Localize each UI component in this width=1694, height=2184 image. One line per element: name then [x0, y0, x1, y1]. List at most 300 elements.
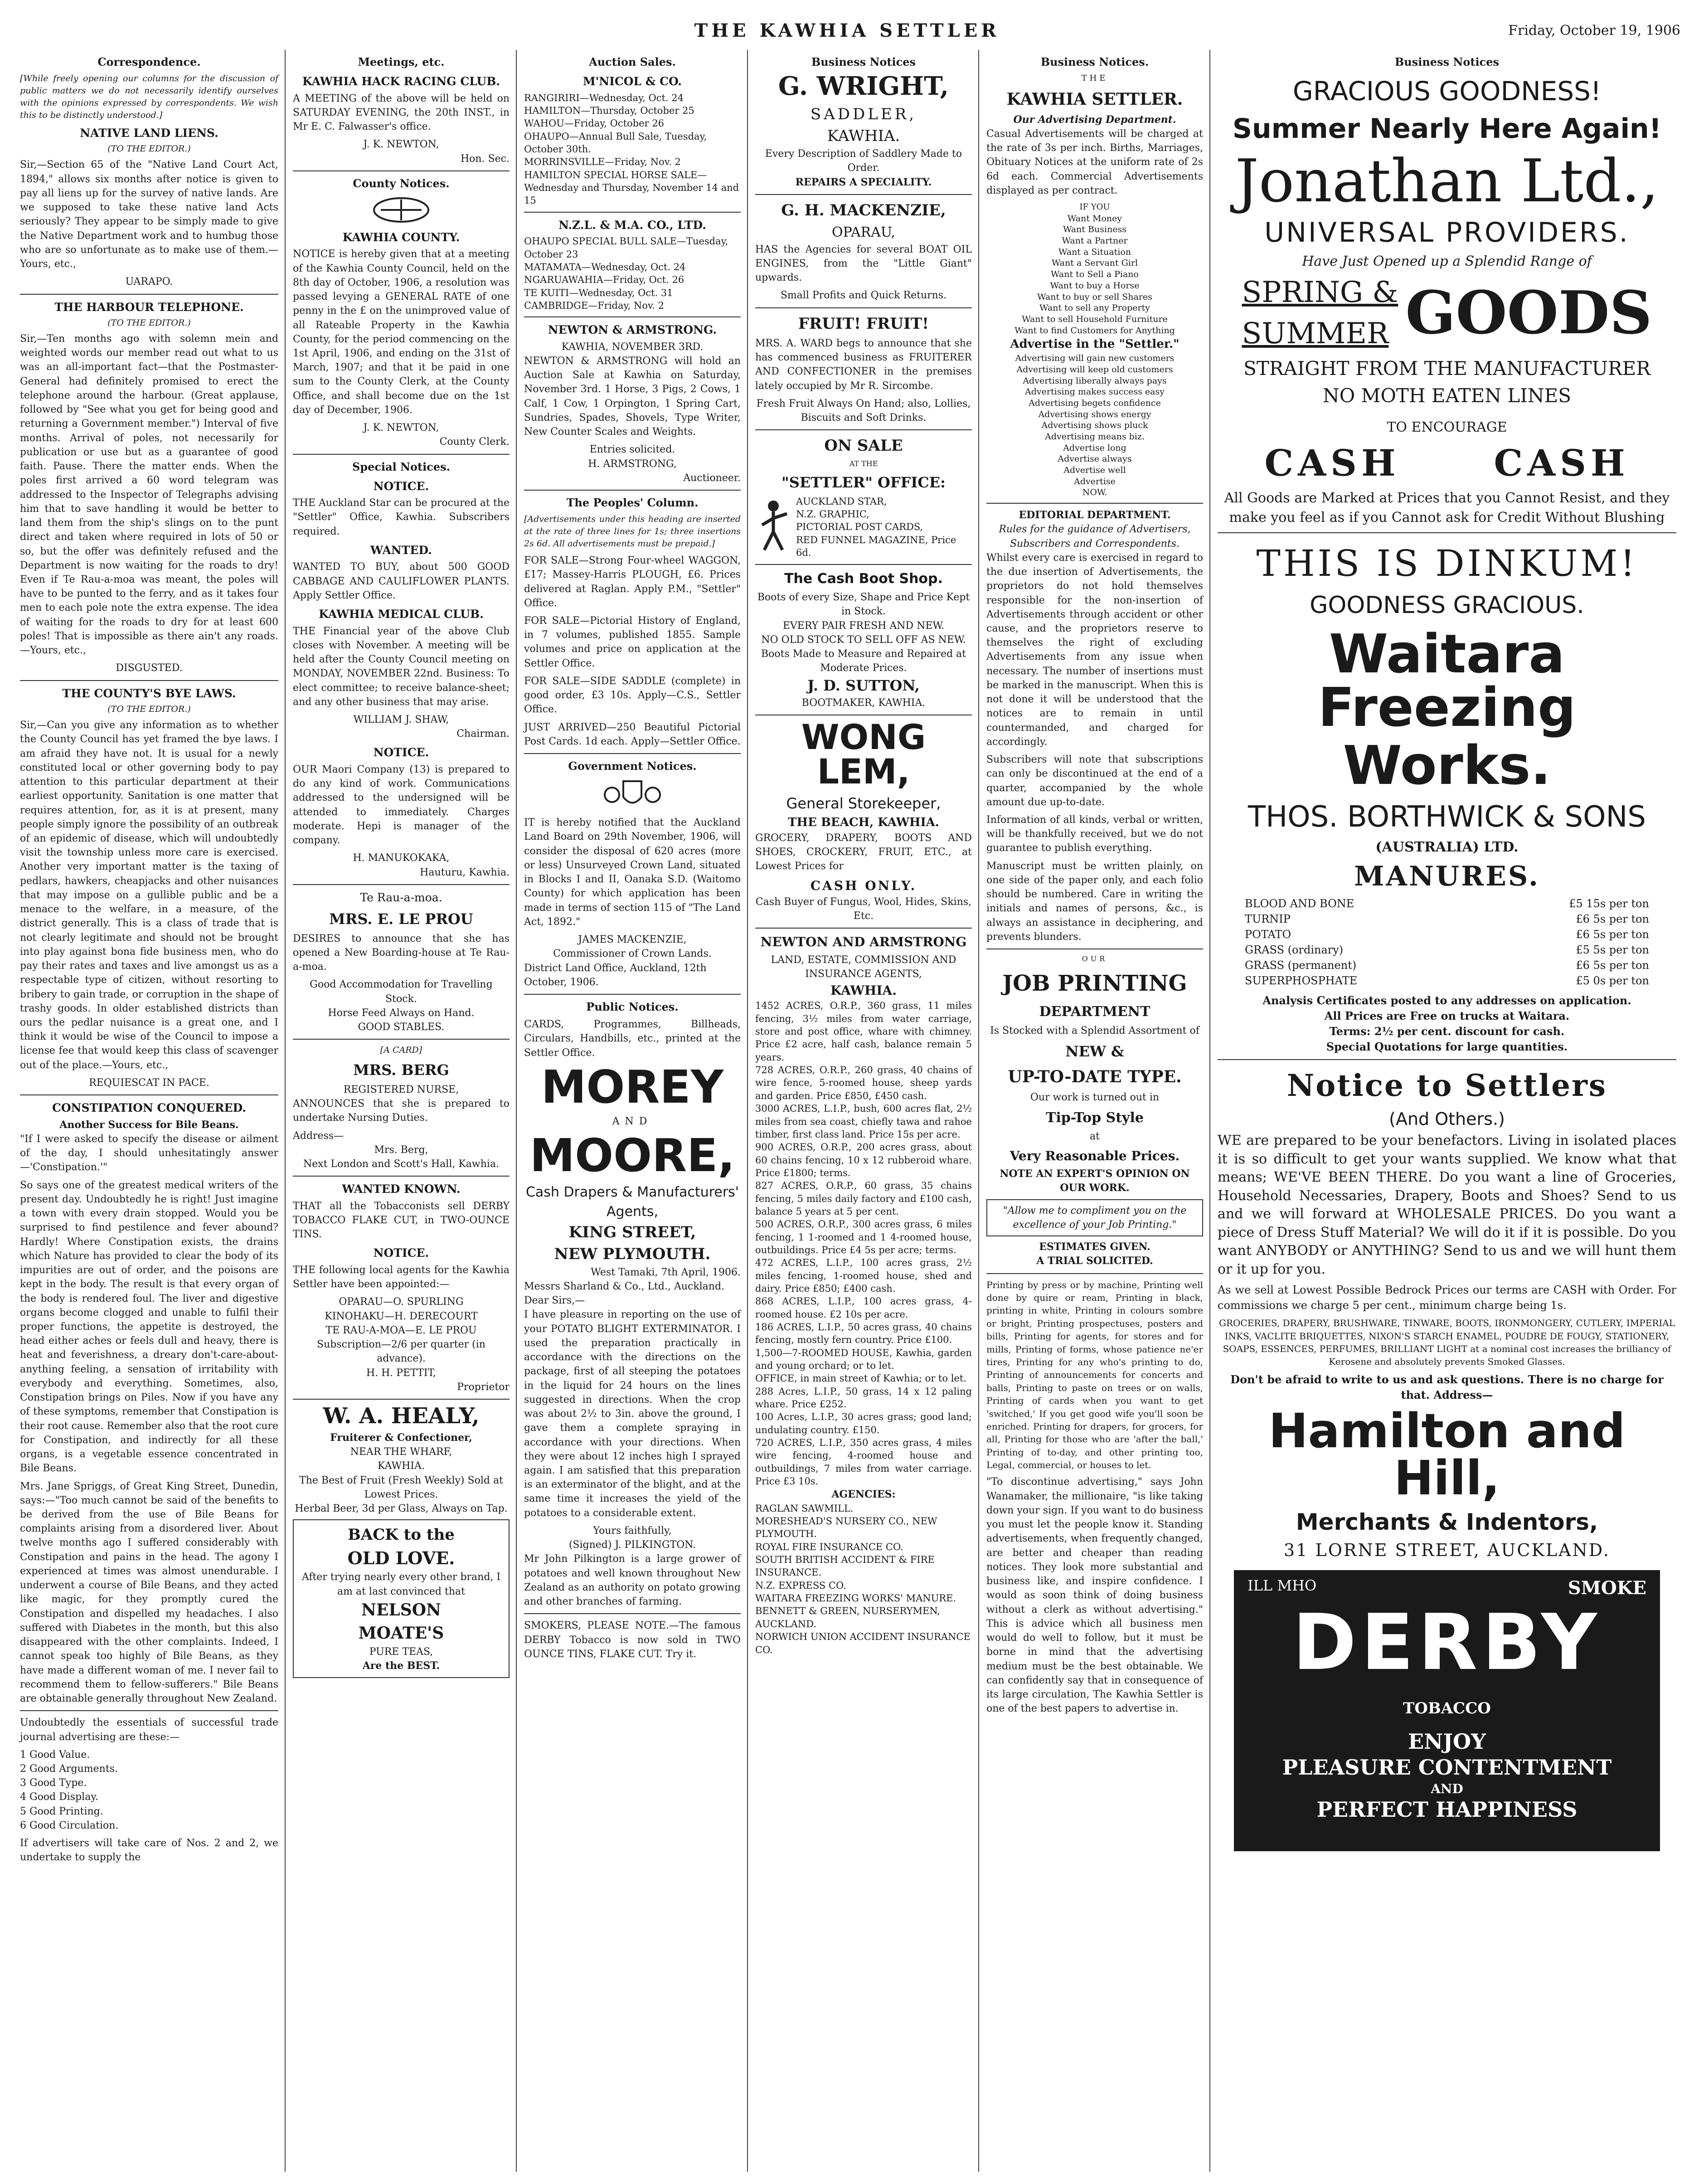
notice-signature-title: Chairman.	[456, 728, 510, 740]
divider	[1218, 1059, 1676, 1060]
letter-signature: (Signed) J. PILKINGTON.	[568, 1539, 696, 1551]
ad-line: Fresh Fruit Always On Hand; also, Lollies, Biscuits and Soft Drinks.	[756, 398, 971, 424]
derby-tag: ILL MHO	[1247, 1576, 1317, 1594]
column-business-notices	[749, 50, 979, 2172]
letter-to: (TO THE EDITOR.)	[107, 704, 191, 715]
divider	[755, 429, 972, 430]
agencies-heading: AGENCIES:	[831, 1488, 896, 1501]
manure-price: £5 15s per ton	[1569, 897, 1649, 910]
ad-body: GROCERY, DRAPERY, BOOTS AND SHOES, CROCKERY, FRUIT, ETC., at Lowest Prices for	[755, 832, 972, 872]
letter-signature: DISGUSTED.	[116, 662, 183, 674]
divider	[293, 884, 510, 885]
section-heading: Special Notices.	[352, 460, 451, 473]
notice-title: WANTED KNOWN.	[342, 1182, 461, 1196]
divider	[755, 564, 972, 565]
agent-line: OPARAU—O. SPURLING	[339, 1296, 464, 1308]
wants-list	[986, 213, 1203, 336]
agency-line: NORWICH UNION ACCIDENT INSURANCE CO.	[755, 1631, 971, 1655]
agency-line: ROYAL FIRE INSURANCE CO.	[755, 1541, 903, 1552]
benefit-line: Advertise well	[1063, 465, 1126, 476]
tea-headline: OLD LOVE.	[347, 1547, 455, 1568]
address-line: Mrs. Berg,	[374, 1144, 428, 1156]
letter-signature: UARAPO.	[125, 276, 173, 288]
sale-item: AUCKLAND STAR,	[796, 496, 887, 507]
ad-body: As we sell at Lowest Possible Bedrock Prices our terms are CASH with Order. For commissions we charge 5 per cent., minimum charge being 1s.	[1218, 1284, 1676, 1312]
essentials-list	[20, 1748, 278, 1833]
benefit-line: Advertise always	[1058, 454, 1132, 464]
trial-line: A TRIAL SOLICITED.	[1036, 1255, 1153, 1267]
sale-date: KAWHIA, NOVEMBER 3RD.	[561, 341, 704, 353]
auctioneer-name: NEWTON & ARMSTRONG.	[548, 323, 717, 337]
property-listing: 500 ACRES, O.R.P., 300 acres grass, 6 miles fencing, 1 1-roomed and 1 4-roomed house, outbuildings. Price £4 5s per acre; terms.	[755, 1219, 972, 1255]
letter-to: (TO THE EDITOR.)	[107, 318, 191, 328]
rules-paragraph: Whilst every care is exercised in regard to the due insertion of Advertisements, the proprietors do not hold themselves responsible for the non-insertion of Advertisements through accident or other cause, and the proprietors reserve to themselves the right of excluding Advertisements from any issue when necessary. The number of insertions must be marked in the manuscript. When this is not done it will be understood that the notices are to remain in until countermanded, and charged for accordingly.	[986, 552, 1203, 748]
notice-signature: J. K. NEWTON,	[363, 422, 439, 434]
notice-body: WANTED TO BUY, about 500 GOOD CABBAGE AND CAULIFLOWER PLANTS. Apply Settler Office.	[293, 561, 510, 601]
ad-line: NO OLD STOCK TO SELL OFF AS NEW.	[761, 634, 966, 646]
column-rates: [Advertisements under this heading are inserted at the rate of three lines for 1s; three insertions 2s 6d. All advertisements must be prepaid.]	[524, 514, 741, 549]
benefit-line: Advertising means biz.	[1045, 431, 1145, 442]
derby-slogan-line: AND	[1431, 1781, 1463, 1796]
advertiser-title: Fruiterer & Confectioner,	[330, 1431, 472, 1444]
divider	[293, 1399, 510, 1400]
agency-line: SOUTH BRITISH ACCIDENT & FIRE INSURANCE.	[755, 1554, 935, 1578]
section-heading: Public Notices.	[586, 1000, 679, 1013]
ad-headline: Notice to Settlers	[1286, 1068, 1607, 1104]
tea-copy: PURE TEAS,	[369, 1646, 433, 1658]
testimonial-note: Mr John Pilkington is a large grower of potatoes and well known throughout New Zealand as an authority on potato growing and other branches of farming.	[524, 1553, 741, 1608]
ad-line: REPAIRS A SPECIALITY.	[795, 176, 932, 188]
ad-line: GOOD STABLES.	[358, 1021, 445, 1033]
property-listings	[755, 999, 972, 1488]
sale-item: N.Z. GRAPHIC,	[796, 509, 869, 520]
advertiser-trade: SADDLER,	[810, 105, 917, 123]
ad-line: Special Quotations for large quantities.	[1326, 1040, 1568, 1054]
department-heading: Our Advertising Department.	[1013, 113, 1176, 126]
derby-slogan-line: ENJOY	[1408, 1729, 1486, 1754]
advertiser-title: REGISTERED NURSE,	[343, 1084, 459, 1095]
rates-text: Casual Advertisements will be charged at the rate of 3s per inch. Births, Marriages, Obituary Notices at the uniform rate of 2s 6d each. Commercial Advertisements displayed as per contract.	[986, 128, 1203, 196]
advertising-intro: Undoubtedly the essentials of successful trade journal advertising are these:—	[20, 1717, 278, 1743]
sale-entries: Entries solicited.	[589, 444, 675, 456]
ad-line: Cash Buyer of Fungus, Wool, Hides, Skins, Etc.	[755, 896, 972, 922]
ad-line: Small Profits and Quick Returns.	[780, 290, 947, 302]
manure-price: £6 5s per ton	[1576, 959, 1649, 972]
divider	[293, 1176, 510, 1177]
advertiser-name: G. WRIGHT,	[778, 71, 949, 102]
list-item: 4 Good Display.	[20, 1791, 98, 1803]
address-line: 31 LORNE STREET, AUCKLAND.	[1284, 1540, 1610, 1561]
property-listing: 472 ACRES, L.I.P., 100 acres grass, 2½ miles fencing, 1-roomed house, shed and dairy. Price £850; £400 cash.	[755, 1257, 972, 1294]
paper-name: KAWHIA SETTLER.	[1006, 89, 1183, 109]
sale-line: OHAUPO—Annual Bull Sale, Tuesday, October 30th.	[524, 131, 707, 155]
divider	[20, 680, 278, 681]
letter-body: Sir,—Can you give any information as to whether the County Council has yet framed the bye laws. I am afraid they have not. It is usual for a newly constituted local or other governing body to pay attention to this particular department at their earliest opportunity. Sanitation is one matter that requires attention, for, as it is at present, many people simply ignore the possibility of an outbreak of an epidemic of disease, which will undoubtedly visit the township unless more care is exercised. Another very important matter is the taxing of pedlars, hawkers, cheapjacks and other nuisances that may impose on a gullible public and be a menace to the welfare, in a measure, of the district generally. This is a class of trade that is not clearly legitimate and should not be brought into play against bona fide business men, who do pay their rates and taxes and live amongst us as a respectable type of citizen, without resorting to bribery to gain trade, or corruption in the shape of trashy goods. In older established districts than ours the pedlar nuisance is a great one, and I think it would be wise of the Council to impose a license fee that would keep this class of scavenger out of the place.—Yours, etc.,	[20, 720, 278, 1071]
ad-headline: "SETTLER" OFFICE:	[781, 474, 946, 491]
sale-items	[796, 495, 972, 559]
divider	[524, 212, 741, 213]
ad-headline: FRUIT! FRUIT!	[798, 314, 929, 333]
divider	[293, 170, 510, 171]
divider	[524, 1613, 741, 1614]
classified-ad: FOR SALE—Pictorial History of England, in 7 volumes, published 1855. Sample volumes and price on application at the Settler Office.	[524, 615, 741, 669]
want-line: Want to buy a Horse	[1050, 280, 1140, 291]
letter-salutation: Dear Sirs,—	[524, 1295, 585, 1307]
advertiser-town: KAWHIA.	[827, 126, 900, 145]
job-our: OUR	[1082, 954, 1108, 963]
advertiser-name: Works.	[1343, 734, 1551, 797]
list-item: 1 Good Value.	[20, 1749, 90, 1761]
sale-line: NGARUAWAHIA—Friday, Oct. 26	[524, 274, 684, 286]
benefit-line: Advertise long	[1063, 443, 1126, 453]
divider	[1218, 532, 1676, 533]
list-item: 3 Good Type.	[20, 1777, 87, 1789]
cash-cash	[1218, 438, 1676, 489]
wanamaker-quote: "To discontinue advertising," says John Wanamaker, the millionaire, "is like taking down your sign. If you want to do business you must let the people know it. Standing advertisements, when frequently changed, are better and cheaper than reading notices. They look more substantial and business like, and inspire confidence. I would as soon think of doing business without a clerk as without advertising." This is advice which all business men would do well to follow, but it must be borne in mind that the advertising medium must be the best obtainable. We can confidently say that in consequence of its large circulation, The Kawhia Settler is one of the best papers to advertise in.	[986, 1476, 1203, 1715]
list-item: 5 Good Printing.	[20, 1805, 103, 1817]
derby-wordmark: DERBY	[1292, 1597, 1602, 1688]
season-word: SUMMER	[1242, 316, 1389, 350]
derby-tobacco: TOBACCO	[1403, 1699, 1491, 1718]
want-line: Want a Partner	[1062, 236, 1128, 246]
section-heading: County Notices.	[353, 176, 450, 190]
property-listing: 720 ACRES, L.I.P., 350 acres grass, 4 miles wire fencing, 4-roomed house and outbuildings, 7 miles from water carriage. Price £3 10s.	[755, 1437, 972, 1487]
address-line: NEW PLYMOUTH.	[554, 1245, 711, 1264]
divider	[524, 316, 741, 317]
advertiser-name: NEWTON AND ARMSTRONG	[760, 934, 967, 950]
sale-line: CAMBRIDGE—Friday, Nov. 2	[524, 300, 665, 311]
column-display-ads	[1211, 50, 1683, 2172]
letter-dateline: West Tamaki, 7th April, 1906.	[591, 1266, 741, 1278]
price-row	[1245, 927, 1649, 942]
paper-title: THE KAWHIA SETTLER	[694, 20, 1000, 41]
want-line: Want a Situation	[1058, 247, 1131, 257]
section-heading: Government Notices.	[568, 759, 697, 773]
tea-brand: MOATE'S	[358, 1624, 444, 1643]
ad-line: EVERY PAIR FRESH AND NEW.	[782, 620, 945, 632]
job-line: Our work is turned out in	[1030, 1092, 1160, 1104]
job-line: UP-TO-DATE TYPE.	[1008, 1067, 1182, 1087]
letter-signature: REQUIESCAT IN PACE.	[89, 1077, 209, 1089]
season-words	[1242, 272, 1398, 355]
divider	[524, 490, 741, 491]
section-heading: Meetings, etc.	[358, 55, 445, 68]
address-label: Address—	[293, 1130, 344, 1142]
notice-body: THE Financial year of the above Club closes with November. A meeting will be held after the County Council meeting on MONDAY, NOVEMBER 22nd. Business: To elect committee; to receive balance-sheet; and any other business that may arise.	[293, 625, 510, 708]
letter-title: THE HARBOUR TELEPHONE.	[54, 300, 244, 314]
property-listing: 186 ACRES, L.I.P., 50 acres grass, 40 chains fencing, mostly fern country. Price £100.	[755, 1322, 972, 1346]
ad-line: All Goods are Marked at Prices that you Cannot Resist, and they make you feel as if you Cannot ask for Credit Without Blushing	[1224, 490, 1670, 526]
divider	[20, 1710, 278, 1711]
property-listing: 728 ACRES, O.R.P., 260 grass, 40 chains of wire fence, 5-roomed house, sheep yards and garden. Price £850, £450 cash.	[755, 1065, 972, 1101]
rules-intro: Rules for the guidance of Advertisers, Subscribers and Correspondents.	[999, 524, 1191, 550]
classified-ad: FOR SALE—SIDE SADDLE (complete) in good order, £3 10s. Apply—C.S., Settler Office.	[524, 675, 741, 715]
proprietor-title: Proprietor	[457, 1381, 510, 1393]
column-settler-office	[980, 50, 1210, 2172]
classified-ad: FOR SALE—Strong Four-wheel WAGGON, £17; Massey-Harris PLOUGH, £6. Prices delivered at Raglan. Apply P.M., "Settler" Office.	[524, 555, 741, 609]
notice-body: NOTICE is hereby given that at a meeting of the Kawhia County Council, held on the 8th day of October, 1906, a resolution was passed levying a GENERAL RATE of one penny in the £ on the unimproved value of all Rateable Property in the Kawhia County, for the period commencing on the 1st April, 1906, and ending on the 31st of March, 1907; and that it be paid in one sum to the County Clerk, at the County Office, and shall become due on the 1st day of December, 1906.	[293, 248, 510, 416]
ad-line: STRAIGHT FROM THE MANUFACTURER	[1243, 357, 1650, 379]
notice-title: NOTICE.	[373, 1246, 429, 1260]
advertiser-name: MOORE,	[529, 1129, 735, 1182]
address-line: KING STREET,	[568, 1223, 696, 1242]
sale-line: HAMILTON—Thursday, October 25	[524, 105, 694, 116]
agency-line: WAITARA FREEZING WORKS' MANURE.	[755, 1593, 956, 1604]
job-printing-subtitle: DEPARTMENT	[1039, 1004, 1150, 1020]
column-meetings	[286, 50, 517, 2172]
auctioneer-name: N.Z.L. & M.A. CO., LTD.	[558, 218, 706, 232]
letter-title: NATIVE LAND LIENS.	[80, 126, 218, 140]
notice-body: THAT all the Tobacconists sell DERBY TOBACCO FLAKE CUT, in TWO-OUNCE TINS.	[293, 1200, 510, 1240]
manure-price: £5 0s per ton	[1576, 974, 1649, 987]
want-line: Want Business	[1063, 224, 1127, 235]
sale-signature-title: Auctioneer.	[683, 472, 741, 484]
manure-name: BLOOD AND BONE	[1245, 897, 1354, 910]
benefit-line: Advertising shows pluck	[1041, 420, 1148, 431]
proprietor-name: H. H. PETTIT,	[366, 1367, 437, 1379]
derby-slogan-line: PLEASURE CONTENTMENT	[1282, 1755, 1612, 1780]
price-row	[1245, 958, 1649, 973]
advertiser-town: OPARAU,	[831, 224, 895, 241]
divider	[986, 503, 1203, 504]
ad-line: Every Description of Saddlery Made to Order.	[765, 148, 962, 174]
property-listing: 100 Acres, L.I.P., 30 acres grass; good land; undulating country. £150.	[755, 1411, 972, 1435]
notice-body: THE Auckland Star can be procured at the "Settler" Office, Kawhia. Subscribers required.	[293, 497, 510, 537]
section-heading: Auction Sales.	[589, 55, 676, 68]
ampersand-word: AND	[612, 1115, 653, 1127]
notice-signature: H. MANUKOKAKA,	[353, 852, 450, 864]
printing-verse: Printing by press or by machine, Printing well done by quire or ream, Printing in black, printing in white, Printing in colours sombre or bright, Printing prospectuses, posters and bills, Printing for agents, for stores and for mills, Printing of forms, whose patience ne'er tires, Printing for any who's printing to do, Printing of announcements for concerts and balls, Printing to paste on trees or on walls, Printing of cards when you want to get 'switched,' If you get good wife you'll soon be enriched. Printing for drapers, for grocers, for all, Printing for those who are 'after the ball,' Printing of to-day, and other printing too, Legal, commercial, or houses to let.	[986, 1279, 1203, 1471]
notice-title: NOTICE.	[373, 479, 429, 493]
ad-headline: Summer Nearly Here Again!	[1232, 113, 1662, 145]
ad-headline: MANURES.	[1354, 860, 1540, 892]
advertiser-name: W. A. HEALY,	[323, 1403, 480, 1429]
notice-title: NOTICE.	[373, 746, 429, 759]
notice-body: THE following local agents for the Kawhia Settler have been appointed:—	[293, 1264, 510, 1290]
price-row	[1245, 896, 1649, 911]
ad-line: Have Just Opened up a Splendid Range of	[1302, 253, 1592, 269]
property-listing: 3000 ACRES, L.I.P., bush, 600 acres flat, 2½ miles from sea coast, chiefly tawa and rahoe timber, first class land. Price 15s per acre.	[755, 1103, 972, 1140]
goods-word: GOODS	[1405, 278, 1652, 348]
notice-body: OUR Maori Company (13) is prepared to do any kind of work. Communications addressed to the undersigned will be attended to immediately. Charges moderate. Hepi is manager of the company.	[293, 764, 510, 846]
notice-body: A MEETING of the above will be held on SATURDAY EVENING, the 20th INST., in Mr E. C. Falwasser's office.	[293, 92, 510, 133]
letter-to: (TO THE EDITOR.)	[107, 144, 191, 154]
sale-line: HAMILTON SPECIAL HORSE SALE—Wednesday and Thursday, November 14 and 15	[524, 169, 739, 206]
property-listing: 1452 ACRES, O.R.P., 360 grass, 11 miles fencing, 3½ miles from water carriage, store and post office, whare with chimney. Price £2 acre, half cash, balance remain 5 years.	[755, 1000, 972, 1063]
ad-body: HAS the Agencies for several BOAT OIL ENGINES, from the "Little Giant" upwards.	[755, 243, 972, 284]
sale-item: PICTORIAL POST CARDS,	[796, 521, 923, 533]
advertiser-title: Cash Drapers & Manufacturers' Agents,	[525, 1184, 739, 1220]
section-heading: Business Notices	[811, 55, 916, 68]
notice-title: WANTED.	[370, 543, 432, 557]
agent-line: TE RAU-A-MOA—E. LE PROU	[325, 1324, 477, 1336]
sale-body: NEWTON & ARMSTRONG will hold an Auction Sale at Kawhia on Saturday, November 3rd. 1 Horse, 3 Pigs, 2 Cows, 1 Calf, 1 Cow, 1 Orpington, 1 Spring Cart, Sundries, Spades, Shovels, Type Writer, New Counter Scales and Weights.	[524, 355, 741, 438]
ad-line: Don't be afraid to write to us and ask questions. There is no charge for that. Address—	[1230, 1372, 1664, 1401]
ad-line: Herbal Beer, 3d per Glass, Always on Tap.	[295, 1503, 508, 1515]
ad-body: DESIRES to announce that she has opened a New Boarding-house at Te Rau-a-moa.	[293, 933, 510, 973]
agency-line: BENNETT & GREEN, NURSERYMEN, AUCKLAND.	[755, 1605, 941, 1629]
advertiser-title: (AUSTRALIA) LTD.	[1375, 839, 1519, 855]
section-heading: Business Notices.	[1040, 55, 1149, 68]
derby-tobacco-advert	[1234, 1570, 1660, 1851]
notice-title: KAWHIA COUNTY.	[342, 230, 460, 244]
address-line: Next London and Scott's Hall, Kawhia.	[303, 1158, 500, 1170]
ad-body: WE are prepared to be your benefactors. Living in isolated places it is so difficult to get your wants supplied. We know what that means; WE'VE BEEN THERE. Do you want a line of Groceries, Household Necessaries, Drapery, Boots and Shoes? Send to us and we will forward at WHOLESALE PRICES. Do you want a piece of Dress Stuff Material? We will do it if it is possible. Do you want ANYBODY or ANYTHING? Send to us and we will hunt them or it up for you.	[1218, 1133, 1676, 1277]
property-listing: OFFICE, in main street of Kawhia; or to let.	[755, 1373, 967, 1384]
paper-article: THE	[1081, 73, 1108, 83]
rules-paragraph: Subscribers will note that subscriptions can only be discontinued at the end of a quarter, accompanied by the whole amount due up-to-date.	[986, 754, 1203, 808]
government-notice: IT is hereby notified that the Auckland Land Board on 29th November, 1906, will consider the disposal of 620 acres (more or less) Unsurveyed Crown Land, situated in Blocks I and II, Oanaka S.D. (Waitomo County) for which application has been made in terms of section 115 of "The Land Act, 1892."	[524, 817, 741, 928]
classified-ad: JUST ARRIVED—250 Beautiful Pictorial Post Cards. 1d each. Apply—Settler Office.	[524, 721, 741, 747]
price-row	[1245, 942, 1649, 958]
job-line: Tip-Top Style	[1046, 1109, 1144, 1126]
manure-price: £5 5s per ton	[1576, 943, 1649, 956]
printing-notice: CARDS, Programmes, Billheads, Circulars, Handbills, etc., printed at the Settler Office.	[524, 1019, 741, 1059]
price-row	[1245, 973, 1649, 988]
manure-price: £6 5s per ton	[1576, 928, 1649, 941]
article-subtitle: Another Success for Bile Beans.	[59, 1119, 239, 1131]
advertiser-name: MOREY	[541, 1060, 724, 1114]
notice-signature: J. K. NEWTON,	[363, 139, 439, 151]
advertiser-name: J. D. SUTTON,	[807, 676, 920, 694]
coat-of-arms-icon	[524, 777, 741, 813]
sale-line: MORRINSVILLE—Friday, Nov. 2	[524, 156, 681, 168]
ad-line: Horse Feed Always on Hand.	[328, 1007, 475, 1019]
masthead	[0, 0, 1694, 50]
advertiser-title: Merchants & Indentors,	[1296, 1509, 1598, 1536]
tea-headline: BACK to the	[348, 1526, 455, 1544]
letter-body: Sir,—Section 65 of the "Native Land Court Act, 1894," allows six months after notice is given to pay all liens up for the survey of native lands. Are we supposed to take these native land Acts seriously? They appear to be simply made to give the Native Department work and to humbug those who are so unfortunate as to make use of them.—Yours, etc.,	[20, 159, 278, 270]
article-paragraph: Mrs. Jane Spriggs, of Great King Street, Dunedin, says:—"Too much cannot be said of the benefits to be derived from the use of Bile Beans for complaints arising from a disordered liver. About twelve months ago I suffered considerably with Constipation and pains in the head. The agony I experienced at times was almost unendurable. I underwent a course of Bile Beans, and they acted like magic, for they promptly cured the Constipation and dispelled my headaches. I also suffered with Diabetes in the month, but this also disappeared with the other complaints. Indeed, I cannot speak too highly of Bile Beans, as they have made a different woman of me. I never fail to recommend them to fellow-sufferers." Bile Beans are obtainable generally throughout New Zealand.	[20, 1480, 278, 1705]
season-word: SPRING &	[1242, 275, 1398, 309]
want-line: Want to find Customers for Anything	[1014, 325, 1175, 336]
section-heading: Correspondence.	[97, 55, 201, 68]
sale-line: RANGIRIRI—Wednesday, Oct. 24	[524, 92, 684, 103]
notice-signature: WILLIAM J. SHAW,	[353, 714, 449, 725]
manure-price: £6 5s per ton	[1576, 912, 1649, 925]
derby-slogan	[1234, 1729, 1660, 1823]
job-line: at	[1090, 1131, 1100, 1143]
rules-paragraph: Information of all kinds, verbal or written, will be thankfully received, but we do not guarantee to publish everything.	[986, 814, 1203, 854]
sale-signature: H. ARMSTRONG,	[588, 458, 677, 470]
ad-line: Analysis Certificates posted to any addresses on application.	[1262, 994, 1631, 1007]
crest-icon	[293, 194, 510, 226]
manure-name: GRASS (ordinary)	[1245, 943, 1344, 956]
column-auctions	[518, 50, 748, 2172]
notice-signature: JAMES MACKENZIE,	[578, 934, 687, 946]
advertiser-name: G. H. MACKENZIE,	[781, 201, 946, 219]
want-line: Want to sell Household Furniture	[1022, 314, 1168, 324]
want-line: Want to buy or sell Shares	[1037, 292, 1152, 302]
property-listing: 1,500—7-ROOMED HOUSE, Kawhia, garden and young orchard; or to let.	[755, 1347, 972, 1372]
expert-heading: NOTE AN EXPERT'S OPINION ON OUR WORK.	[1000, 1168, 1190, 1194]
advertiser-title: General Storekeeper,	[786, 795, 941, 812]
notice-signature-title: Commissioner of Crown Lands.	[553, 948, 712, 960]
advertiser-title: UNIVERSAL PROVIDERS.	[1264, 216, 1630, 248]
estimates-line: ESTIMATES GIVEN.	[1039, 1241, 1150, 1253]
property-listing: 827 ACRES, O.R.P., 60 grass, 35 chains fencing, 5 miles daily factory and £100 cash, balance 5 years at 5 per cent.	[755, 1180, 972, 1217]
property-listing: 900 ACRES, O.R.P., 200 acres grass, about 60 chains fencing, 10 x 12 rubberoid whare. Price £1800; terms.	[755, 1142, 972, 1178]
job-line: NEW &	[1065, 1042, 1124, 1060]
price-row	[1245, 911, 1649, 927]
article-paragraph: "If I were asked to specify the disease or ailment of the day, I should unhesitatingly answer—'Constipation.'"	[20, 1133, 278, 1173]
benefit-line: Advertising makes success easy	[1025, 387, 1165, 397]
advertiser-name: Waitara Freezing	[1318, 623, 1576, 739]
advertiser-title: THOS. BORTHWICK & SONS	[1248, 800, 1646, 834]
advertiser-name: Jonathan Ltd.,	[1235, 146, 1659, 215]
sale-line: TE KUITI—Wednesday, Oct. 31	[524, 287, 673, 298]
notice-title: KAWHIA HACK RACING CLUB.	[302, 75, 500, 88]
ad-subheadline: (And Others.)	[1389, 1109, 1505, 1129]
advertise-heading: Advertise in the "Settler."	[1010, 337, 1179, 351]
advertiser-title: LAND, ESTATE, COMMISSION AND INSURANCE AGENTS,	[771, 954, 956, 980]
benefits-list	[986, 353, 1203, 498]
subscription-line: Subscription—2/6 per quarter (in advance).	[317, 1339, 485, 1365]
job-printing-title: JOB PRINTING	[1002, 970, 1187, 996]
advertising-tail: If advertisers will take care of Nos. 2 and 2, we undertake to supply the	[20, 1838, 278, 1863]
derby-tag: SMOKE	[1568, 1577, 1646, 1599]
notice-signature-title: Hon. Sec.	[461, 153, 510, 165]
section-heading: Business Notices	[1394, 55, 1499, 68]
manure-name: TURNIP	[1245, 912, 1291, 925]
want-line: Want to Sell a Piano	[1051, 269, 1139, 280]
advertiser-town: KAWHIA.	[830, 983, 897, 998]
sale-line: OHAUPO SPECIAL BULL SALE—Tuesday, October 23	[524, 236, 728, 260]
ad-line: The Best of Fruit (Fresh Weekly) Sold at Lowest Prices.	[299, 1474, 503, 1500]
ad-headline: GOODNESS GRACIOUS.	[1310, 592, 1584, 619]
tea-copy: After trying nearly every other brand, I am at last convinced that	[301, 1571, 501, 1597]
job-line: Is Stocked with a Splendid Assortment of	[990, 1025, 1199, 1036]
section-heading: The Peoples' Column.	[566, 496, 699, 510]
column-correspondence	[14, 50, 286, 2172]
agency-line: MORESHEAD'S NURSERY CO., NEW PLYMOUTH.	[755, 1516, 937, 1540]
testimonial-body: I have pleasure in reporting on the use of your POTATO BLIGHT EXTERMINATOR. I used the preparation practically in accordance with the directions on the package, first of all steeping the potatoes in the liquid for 24 hours on the lines suggested in directions. When the crop was about 2½ to 3in. above the ground, I gave them a complete spraying in accordance with your directions. When they were about 12 inches high I sprayed again. I am satisfied that this preparation is an exterminator of the blight, and at the same time it increases the yield of the potatoes to a considerable extent.	[524, 1309, 741, 1519]
expert-quote: "Allow me to compliment you on the excellence of your Job Printing."	[986, 1199, 1203, 1236]
agency-line: RAGLAN SAWMILL.	[755, 1503, 854, 1514]
ad-line: NO MOTH EATEN LINES	[1322, 384, 1572, 407]
sale-line: MATAMATA—Wednesday, Oct. 24	[524, 261, 686, 272]
divider	[20, 1094, 278, 1095]
property-listing: 288 Acres, L.I.P., 50 grass, 14 x 12 paling whare. Price £252.	[755, 1386, 972, 1410]
if-you: IF YOU	[1079, 202, 1110, 212]
letter-body: Sir,—Ten months ago with solemn mein and weighted words our member read out what to us was an all-important fact—that the Postmaster-General had definitely promised to erect the telephone around the harbour. (Great applause, followed by "See what you get for being good and returning a Government member.") Interval of five months. Arrival of poles, not necessarily for publication or use but as a guarantee of good faith. Pause. There the matter ends. When the poles first arrived a 60 word telegram was addressed to the Inspector of Telegraphs advising him that to save handling it would be better to land them from the ship's slings on to the punt direct and taken where required in lots of 50 or so, but the offer was definitely refused and the Department is now waiting for the roads to dry! Even if Te Rau-a-moa was meant, the poles will have to be punted to the ferry, and as it takes four men to each pole note the extra expense. The idea of waiting for the roads to dry for at least 600 poles! That is impossible as there ain't any roads.—Yours, etc.,	[20, 333, 278, 657]
cash-word: CASH	[1264, 441, 1400, 484]
ad-headline: THIS IS DINKUM!	[1256, 542, 1638, 584]
divider	[524, 753, 741, 754]
agency-line: N.Z. EXPRESS CO.	[755, 1580, 846, 1591]
card-label: [A CARD]	[380, 1045, 422, 1056]
cash-word: CASH	[1494, 441, 1630, 484]
property-listing: 868 ACRES, L.I.P., 100 acres grass, 4-roomed house. £2 10s per acre.	[755, 1296, 972, 1320]
rules-paragraph: Manuscript must be written plainly, on one side of the paper only, and each folio should be numbered. Care in writing the initials and names of persons, &c., is always an assistance in deciphering, and prevents blunders.	[986, 860, 1203, 943]
divider	[293, 454, 510, 455]
ad-headline: ON SALE	[824, 437, 903, 455]
ad-body: GROCERIES, DRAPERY, BRUSHWARE, TINWARE, BOOTS, IRONMONGERY, CUTLERY, IMPERIAL INKS, VACLITE BRIQUETTES, NIXON'S STARCH ENAMEL, POUDRE DE FOUGY, STATIONERY, SOAPS, ESSENCES, PERFUMES, BRILLIANT LIGHT at a nominal cost increases the brilliancy of Kerosene and absolutely prevents Smoked Glasses.	[1219, 1318, 1675, 1367]
notice-signature-title: Hauturu, Kawhia.	[420, 866, 510, 878]
divider	[986, 1273, 1203, 1274]
spring-summer-goods	[1218, 271, 1676, 355]
list-item: 6 Good Circulation.	[20, 1819, 119, 1831]
agent-line: KINOHAKU—H. DERECOURT	[325, 1310, 478, 1322]
tea-copy: Are the BEST.	[362, 1660, 440, 1672]
ad-body: ANNOUNCES that she is prepared to undertake Nursing Duties.	[293, 1098, 510, 1124]
letter-recipient: Messrs Sharland & Co., Ltd., Auckland.	[524, 1280, 725, 1292]
benefit-line: Advertising will keep old customers	[1016, 364, 1173, 375]
department-heading: EDITORIAL DEPARTMENT.	[1019, 509, 1171, 521]
notice-signature-title: County Clerk.	[439, 436, 510, 448]
notice-title: KAWHIA MEDICAL CLUB.	[319, 608, 484, 621]
tea-brand: NELSON	[361, 1600, 441, 1620]
